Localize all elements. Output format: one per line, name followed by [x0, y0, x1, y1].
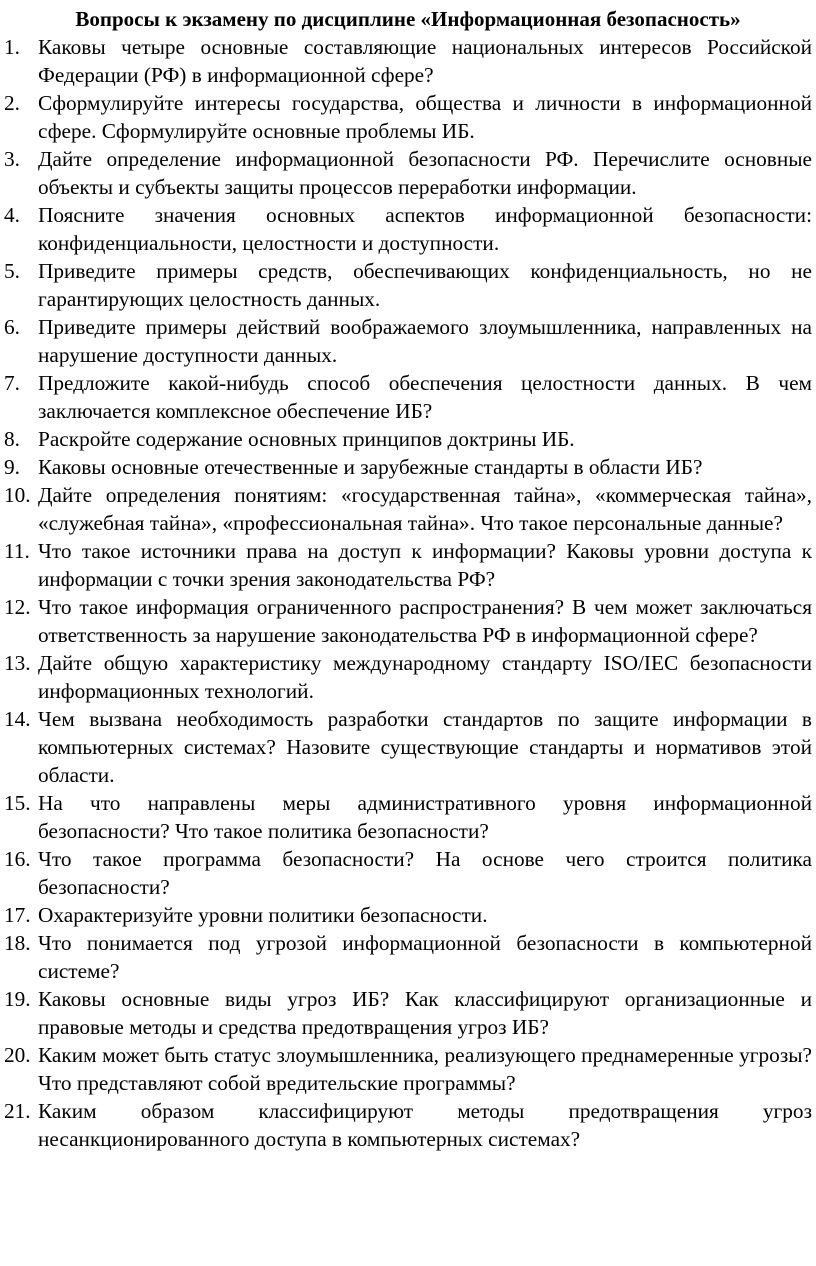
question-text: Сформулируйте интересы государства, общества и личности в информационной сфере. Сформулируйте основные проблемы ИБ. [38, 91, 812, 143]
question-item [4, 929, 812, 985]
question-item [4, 1097, 812, 1153]
question-text: Что такое источники права на доступ к информации? Каковы уровни доступа к информации с точки зрения законодательства РФ? [38, 539, 812, 591]
question-text: Дайте определения понятиям: «государственная тайна», «коммерческая тайна», «служебная тайна», «профессиональная тайна». Что такое персональные данные? [38, 483, 812, 535]
question-number: 6. [4, 315, 20, 339]
question-text: Каковы основные виды угроз ИБ? Как классифицируют организационные и правовые методы и средства предотвращения угроз ИБ? [38, 987, 812, 1039]
question-item [4, 705, 812, 789]
question-number: 13. [4, 651, 31, 675]
question-text: Чем вызвана необходимость разработки стандартов по защите информации в компьютерных системах? Назовите существующие стандарты и нормативов этой области. [38, 707, 812, 787]
question-item [4, 201, 812, 257]
question-text: Охарактеризуйте уровни политики безопасности. [38, 903, 488, 927]
question-text: Каким образом классифицируют методы предотвращения угроз несанкционированного доступа в компьютерных системах? [38, 1099, 812, 1151]
question-text: Предложите какой-нибудь способ обеспечения целостности данных. В чем заключается комплексное обеспечение ИБ? [38, 371, 812, 423]
question-number: 14. [4, 707, 31, 731]
question-number: 19. [4, 987, 31, 1011]
document-title: Вопросы к экзамену по дисциплине «Информационная безопасность» [75, 7, 741, 31]
question-number: 5. [4, 259, 20, 283]
question-number: 11. [4, 539, 30, 563]
question-number: 2. [4, 91, 20, 115]
question-text: Что такое информация ограниченного распространения? В чем может заключаться ответственность за нарушение законодательства РФ в информационной сфере? [38, 595, 812, 647]
question-text: Дайте определение информационной безопасности РФ. Перечислите основные объекты и субъекты защиты процессов переработки информации. [38, 147, 812, 199]
question-number: 3. [4, 147, 20, 171]
document-page [4, 6, 812, 1153]
question-number: 18. [4, 931, 31, 955]
question-number: 16. [4, 847, 31, 871]
question-item [4, 985, 812, 1041]
question-text: Каким может быть статус злоумышленника, реализующего преднамеренные угрозы? Что представляют собой вредительские программы? [38, 1043, 812, 1095]
question-item [4, 1041, 812, 1097]
question-item [4, 845, 812, 901]
question-text: Каковы основные отечественные и зарубежные стандарты в области ИБ? [38, 455, 703, 479]
question-text: Что такое программа безопасности? На основе чего строится политика безопасности? [38, 847, 812, 899]
question-text: Каковы четыре основные составляющие национальных интересов Российской Федерации (РФ) в информационной сфере? [38, 35, 812, 87]
question-item [4, 145, 812, 201]
question-text: Что понимается под угрозой информационной безопасности в компьютерной системе? [38, 931, 812, 983]
question-text: Поясните значения основных аспектов информационной безопасности: конфиденциальности, целостности и доступности. [38, 203, 812, 255]
question-number: 17. [4, 903, 31, 927]
question-text: Раскройте содержание основных принципов доктрины ИБ. [38, 427, 575, 451]
question-number: 1. [4, 35, 20, 59]
question-number: 20. [4, 1043, 31, 1067]
question-item [4, 593, 812, 649]
question-text: Приведите примеры действий воображаемого злоумышленника, направленных на нарушение доступности данных. [38, 315, 812, 367]
question-number: 9. [4, 455, 20, 479]
question-item [4, 257, 812, 313]
question-item [4, 89, 812, 145]
question-item [4, 649, 812, 705]
question-number: 21. [4, 1099, 31, 1123]
question-number: 10. [4, 483, 31, 507]
question-item [4, 537, 812, 593]
question-number: 8. [4, 427, 20, 451]
question-item [4, 789, 812, 845]
question-text: Дайте общую характеристику международному стандарту ISO/IEC безопасности информационных технологий. [38, 651, 812, 703]
question-item [4, 369, 812, 425]
question-item [4, 901, 812, 929]
question-number: 15. [4, 791, 31, 815]
question-text: Приведите примеры средств, обеспечивающих конфиденциальность, но не гарантирующих целостность данных. [38, 259, 812, 311]
question-item [4, 425, 812, 453]
question-number: 12. [4, 595, 31, 619]
question-text: На что направлены меры административного уровня информационной безопасности? Что такое политика безопасности? [38, 791, 812, 843]
question-item [4, 33, 812, 89]
questions-list [4, 33, 812, 1153]
question-item [4, 313, 812, 369]
question-item [4, 453, 812, 481]
question-number: 7. [4, 371, 20, 395]
question-item [4, 481, 812, 537]
question-number: 4. [4, 203, 20, 227]
